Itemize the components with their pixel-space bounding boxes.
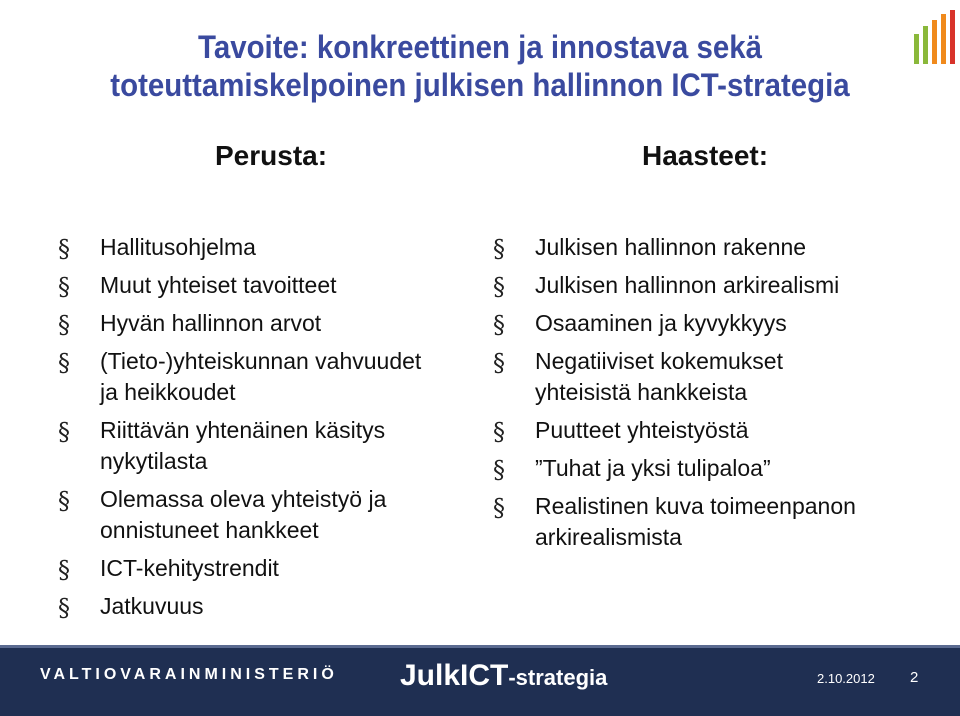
slide-title <box>94 28 867 104</box>
list-item: § Hallitusohjelma <box>58 234 256 263</box>
section-bullet-icon: § <box>58 349 70 377</box>
challenges-list <box>493 232 933 553</box>
section-bullet-icon: § <box>58 594 70 622</box>
ministry-name: VALTIOVARAINMINISTERIÖ <box>40 666 338 683</box>
basis-list <box>58 232 478 622</box>
julkict-logo <box>400 659 607 693</box>
brand-strategia: -strategia <box>508 665 608 690</box>
list-item: § Julkisen hallinnon arkirealismi <box>493 272 840 301</box>
list-item: § Muut yhteiset tavoitteet <box>58 272 337 301</box>
list-item: § Puutteet yhteistyöstä <box>493 417 749 446</box>
footer-divider <box>0 645 960 648</box>
list-item: § Osaaminen ja kyvykkyys <box>493 310 787 339</box>
section-bullet-icon: § <box>493 235 505 263</box>
section-bullet-icon: § <box>58 556 70 584</box>
list-item: § ICT-kehitystrendit <box>58 555 279 584</box>
logo-bar-1 <box>914 34 919 64</box>
list-item: § ”Tuhat ja yksi tulipaloa” <box>493 455 771 484</box>
left-column-heading: Perusta: <box>215 140 328 171</box>
section-bullet-icon: § <box>493 311 505 339</box>
logo-bar-3 <box>932 20 937 64</box>
section-bullet-icon: § <box>58 235 70 263</box>
bars-logo-icon <box>912 8 958 78</box>
section-bullet-icon: § <box>493 349 505 377</box>
brand-ict: ICT <box>460 659 509 692</box>
list-item: § Julkisen hallinnon rakenne <box>493 234 807 263</box>
list-item: § Jatkuvuus <box>58 593 204 622</box>
section-bullet-icon: § <box>493 418 505 446</box>
slide-date: 2.10.2012 <box>817 671 875 686</box>
section-bullet-icon: § <box>58 311 70 339</box>
footer-bar <box>0 645 960 716</box>
title-line-1: Tavoite: konkreettinen ja innostava sekä <box>198 29 762 65</box>
brand-julk: Julk <box>400 659 461 692</box>
section-bullet-icon: § <box>493 273 505 301</box>
list-item: § Negatiiviset kokemukset yhteisistä hankkeista <box>493 348 783 405</box>
logo-bar-2 <box>923 26 928 64</box>
list-item: § Riittävän yhtenäinen käsitys nykytilasta <box>58 417 386 474</box>
list-item: § (Tieto-)yhteiskunnan vahvuudet ja heikkoudet <box>58 348 422 405</box>
right-column-heading: Haasteet: <box>642 140 769 171</box>
section-bullet-icon: § <box>493 494 505 522</box>
logo-bar-5 <box>950 10 955 64</box>
section-bullet-icon: § <box>493 456 505 484</box>
logo-bar-4 <box>941 14 946 64</box>
section-bullet-icon: § <box>58 487 70 515</box>
section-bullet-icon: § <box>58 273 70 301</box>
section-bullet-icon: § <box>58 418 70 446</box>
title-line-2: toteuttamiskelpoinen julkisen hallinnon ICT-strategia <box>110 67 850 103</box>
page-number: 2 <box>910 669 919 686</box>
list-item: § Olemassa oleva yhteistyö ja onnistuneet hankkeet <box>58 486 387 543</box>
list-item: § Hyvän hallinnon arvot <box>58 310 322 339</box>
list-item: § Realistinen kuva toimeenpanon arkirealismista <box>493 493 856 550</box>
